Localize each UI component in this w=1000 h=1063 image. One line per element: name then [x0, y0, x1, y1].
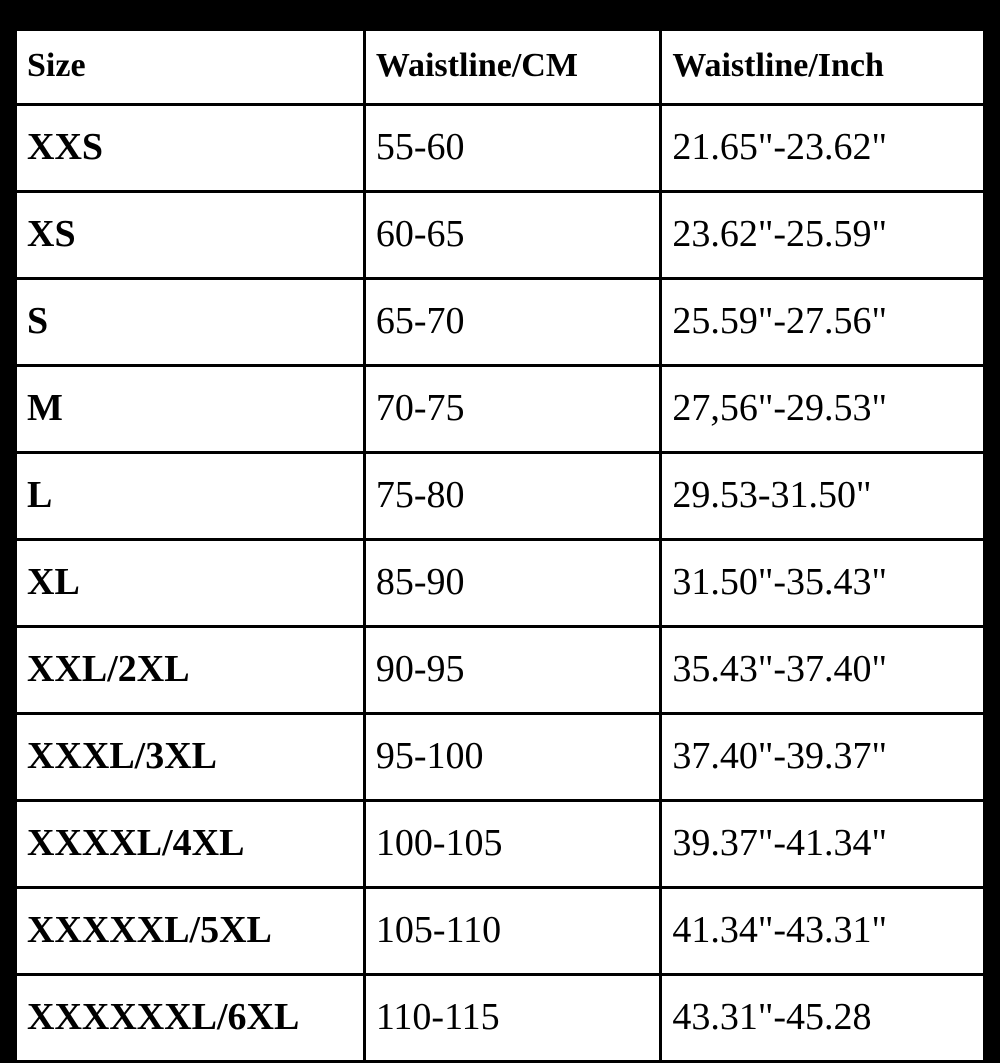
cell-waistline-cm: 105-110 — [364, 888, 661, 975]
column-header-waistline-inch: Waistline/Inch — [661, 30, 985, 105]
cell-waistline-inch: 23.62"-25.59" — [661, 192, 985, 279]
table-row — [16, 888, 985, 975]
cell-waistline-cm: 60-65 — [364, 192, 661, 279]
cell-waistline-cm: 75-80 — [364, 453, 661, 540]
cell-waistline-cm: 90-95 — [364, 627, 661, 714]
table-row — [16, 453, 985, 540]
table-row — [16, 801, 985, 888]
cell-waistline-cm: 110-115 — [364, 975, 661, 1062]
cell-waistline-inch: 43.31"-45.28 — [661, 975, 985, 1062]
table-header-row — [16, 30, 985, 105]
cell-size: XXL/2XL — [16, 627, 365, 714]
cell-waistline-inch: 27,56"-29.53" — [661, 366, 985, 453]
cell-size: S — [16, 279, 365, 366]
cell-waistline-cm: 70-75 — [364, 366, 661, 453]
cell-size: XL — [16, 540, 365, 627]
cell-waistline-cm: 65-70 — [364, 279, 661, 366]
cell-waistline-inch: 29.53-31.50" — [661, 453, 985, 540]
cell-waistline-cm: 55-60 — [364, 105, 661, 192]
cell-waistline-cm: 95-100 — [364, 714, 661, 801]
cell-waistline-inch: 35.43"-37.40" — [661, 627, 985, 714]
cell-waistline-inch: 25.59"-27.56" — [661, 279, 985, 366]
cell-waistline-cm: 85-90 — [364, 540, 661, 627]
table-row — [16, 975, 985, 1062]
cell-waistline-inch: 39.37"-41.34" — [661, 801, 985, 888]
cell-waistline-cm: 100-105 — [364, 801, 661, 888]
table-row — [16, 366, 985, 453]
cell-size: XS — [16, 192, 365, 279]
table-row — [16, 627, 985, 714]
table-row — [16, 714, 985, 801]
cell-waistline-inch: 41.34"-43.31" — [661, 888, 985, 975]
cell-size: XXXXXXL/6XL — [16, 975, 365, 1062]
column-header-waistline-cm: Waistline/CM — [364, 30, 661, 105]
size-chart-container — [14, 28, 986, 1038]
column-header-size: Size — [16, 30, 365, 105]
table-row — [16, 192, 985, 279]
table-row — [16, 279, 985, 366]
cell-waistline-inch: 21.65"-23.62" — [661, 105, 985, 192]
cell-size: L — [16, 453, 365, 540]
table-header — [16, 30, 985, 105]
cell-waistline-inch: 31.50"-35.43" — [661, 540, 985, 627]
cell-size: XXXXL/4XL — [16, 801, 365, 888]
cell-size: XXS — [16, 105, 365, 192]
cell-size: XXXXXL/5XL — [16, 888, 365, 975]
table-row — [16, 105, 985, 192]
table-body — [16, 105, 985, 1062]
cell-size: XXXL/3XL — [16, 714, 365, 801]
cell-waistline-inch: 37.40"-39.37" — [661, 714, 985, 801]
size-chart-table — [14, 28, 986, 1063]
cell-size: M — [16, 366, 365, 453]
table-row — [16, 540, 985, 627]
